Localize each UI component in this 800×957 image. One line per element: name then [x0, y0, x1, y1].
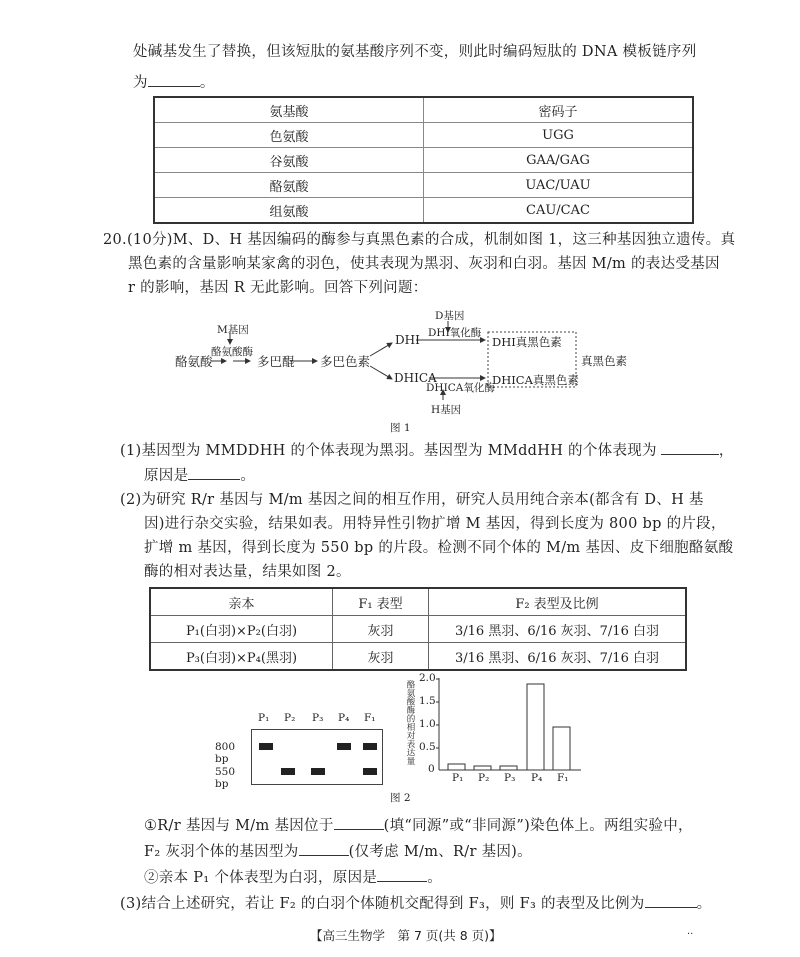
dopaquinone-label: 多巴醌	[257, 354, 295, 369]
band-p4-800	[337, 743, 351, 750]
x-tick: P₁	[452, 772, 464, 784]
intro-line-2-suffix: 。	[199, 75, 215, 91]
bar-p1	[448, 764, 465, 770]
answer-blank-chromosome[interactable]	[334, 815, 384, 830]
x-tick: P₃	[504, 772, 516, 784]
f1-cell: 灰羽	[333, 643, 429, 671]
sub2-line	[144, 867, 442, 888]
header-parents: 亲本	[150, 588, 333, 616]
parents-cell: P₁(白羽)×P₂(白羽)	[150, 616, 333, 643]
f2-cell: 3/16 黑羽、6/16 灰羽、7/16 白羽	[429, 616, 687, 643]
eumelanin-label: 真黑色素	[581, 354, 627, 368]
q1-line-2-suffix: 。	[240, 468, 256, 484]
answer-blank-genotype[interactable]	[299, 841, 349, 856]
gel-lane-label: P₁	[258, 712, 270, 724]
gel-lane-label: F₁	[364, 712, 376, 724]
y-axis-label: 酪氨酸酶的相对表达量	[405, 680, 415, 765]
band-f1-550	[363, 768, 377, 775]
x-tick: P₄	[531, 772, 543, 784]
parents-cell: P₃(白羽)×P₄(黑羽)	[150, 643, 333, 671]
gel-lane-label: P₂	[284, 712, 296, 724]
table-row	[150, 616, 686, 643]
figure-2-caption: 图 2	[390, 792, 411, 804]
answer-blank-p1-reason[interactable]	[377, 867, 427, 882]
codon-table-header	[154, 97, 693, 123]
sub1-line-1-suffix: (填“同源”或“非同源”)染色体上。两组实验中，	[383, 818, 693, 834]
amino-acid-cell: 酪氨酸	[154, 173, 424, 198]
y-tick: 1.0	[419, 718, 436, 730]
intro-line-2	[133, 72, 215, 93]
q1-line-2-prefix: 原因是	[144, 468, 189, 484]
h-gene-label: H基因	[431, 404, 462, 416]
bar-chart-plot	[435, 676, 585, 776]
q20-line-2: 黑色素的含量影响某家禽的羽色，使其表现为黑羽、灰羽和白羽。基因 M/m 的表达受基因	[128, 256, 720, 272]
band-p2-550	[281, 768, 295, 775]
table-row	[154, 198, 693, 224]
q3-prefix: (3)结合上述研究，若让 F₂ 的白羽个体随机交配得到 F₃，则 F₃ 的表型及比例为	[120, 896, 645, 912]
cross-table-header	[150, 588, 686, 616]
bar-p3	[500, 766, 517, 770]
amino-acid-cell: 色氨酸	[154, 123, 424, 148]
gel-lane-label: P₃	[312, 712, 324, 724]
y-tick: 0	[428, 763, 435, 775]
sub1-line-2	[144, 841, 532, 862]
q2-line-4: 酶的相对表达量，结果如图 2。	[144, 564, 351, 580]
band-p1-800	[259, 743, 273, 750]
x-tick: P₂	[478, 772, 490, 784]
bar-f1	[553, 727, 570, 770]
codon-cell: CAU/CAC	[424, 198, 694, 224]
sub2-prefix: ②亲本 P₁ 个体表型为白羽，原因是	[144, 870, 378, 886]
header-f2-phenotype-ratio: F₂ 表型及比例	[429, 588, 687, 616]
dhi-melanin-label: DHI真黑色素	[492, 335, 562, 349]
dhica-label: DHICA	[394, 371, 437, 385]
q2-line-2: 因)进行杂交实验，结果如表。用特异性引物扩增 M 基因，得到长度为 800 bp 的片段，	[144, 516, 726, 532]
q2-line-1: (2)为研究 R/r 基因与 M/m 基因之间的相互作用，研究人员用纯合亲本(都含有 D、H 基	[120, 492, 704, 508]
codon-cell: UAC/UAU	[424, 173, 694, 198]
codon-table	[153, 96, 694, 224]
f2-cell: 3/16 黑羽、6/16 灰羽、7/16 白羽	[429, 643, 687, 671]
table-row	[154, 123, 693, 148]
q3-suffix: 。	[696, 896, 712, 912]
sub1-line-1	[144, 815, 693, 836]
q1-line-1-suffix: ，	[718, 443, 734, 459]
q3-line	[120, 893, 711, 914]
table-row	[154, 148, 693, 173]
sub1-line-2-suffix: (仅考虑 M/m、R/r 基因)。	[348, 844, 532, 860]
y-tick: 1.5	[419, 695, 436, 707]
band-p3-550	[311, 768, 325, 775]
bar-p4	[527, 684, 544, 770]
q1-line-2	[144, 465, 255, 486]
intro-line-1: 处碱基发生了替换，但该短肽的氨基酸序列不变，则此时编码短肽的 DNA 模板链序列	[133, 44, 697, 60]
table-row	[154, 173, 693, 198]
d-gene-label: D基因	[435, 310, 465, 322]
y-tick: 2.0	[419, 672, 436, 684]
answer-blank-dna-sequence[interactable]	[148, 72, 200, 87]
q2-line-3: 扩增 m 基因，得到长度为 550 bp 的片段。检测不同个体的 M/m 基因、皮下细胞酪氨酸	[144, 540, 734, 556]
sub2-suffix: 。	[427, 870, 442, 886]
tyrosinase-label: 酪氨酸酶	[211, 346, 253, 358]
size-label-800: 800 bp	[215, 741, 236, 765]
figure-1-caption: 图 1	[390, 422, 411, 434]
cross-results-table	[149, 587, 687, 671]
dhi-label: DHI	[395, 333, 420, 347]
table-row	[150, 643, 686, 671]
q20-line-1: 20.(10分)M、D、H 基因编码的酶参与真黑色素的合成，机制如图 1，这三种基因独立遗传。真	[103, 232, 736, 248]
amino-acid-cell: 谷氨酸	[154, 148, 424, 173]
f1-cell: 灰羽	[333, 616, 429, 643]
bar-p2	[474, 766, 491, 770]
answer-blank-reason[interactable]	[188, 465, 240, 480]
band-f1-800	[363, 743, 377, 750]
size-label-550: 550 bp	[215, 766, 236, 790]
dhica-melanin-label: DHICA真黑色素	[492, 373, 579, 387]
tyrosine-label: 酪氨酸	[175, 354, 213, 369]
answer-blank-f3-ratio[interactable]	[645, 893, 697, 908]
footer-mark: ..	[687, 926, 694, 937]
sub1-line-2-prefix: F₂ 灰羽个体的基因型为	[144, 844, 299, 860]
q1-line-1-text: (1)基因型为 MMDDHH 的个体表现为黑羽。基因型为 MMddHH 的个体表现为	[120, 443, 657, 459]
header-amino-acid: 氨基酸	[154, 97, 424, 123]
answer-blank-phenotype[interactable]	[661, 440, 719, 455]
dopachrome-label: 多巴色素	[320, 354, 371, 369]
codon-cell: UGG	[424, 123, 694, 148]
y-tick: 0.5	[419, 741, 436, 753]
gel-box	[251, 729, 383, 785]
dhi-oxidase-label: DHI氧化酶	[428, 327, 482, 339]
sub1-line-1-prefix: ①R/r 基因与 M/m 基因位于	[144, 818, 334, 834]
intro-line-2-prefix: 为	[133, 75, 148, 91]
amino-acid-cell: 组氨酸	[154, 198, 424, 224]
page-footer: 【高三生物学 第 7 页(共 8 页)】	[310, 928, 502, 943]
x-tick: F₁	[557, 772, 569, 784]
q1-line-1	[120, 440, 734, 461]
q20-line-3: r 的影响，基因 R 无此影响。回答下列问题：	[128, 280, 428, 296]
header-f1-phenotype: F₁ 表型	[333, 588, 429, 616]
dhica-oxidase-label: DHICA氧化酶	[426, 382, 495, 394]
header-codon: 密码子	[424, 97, 694, 123]
m-gene-label: M基因	[217, 324, 249, 336]
gel-lane-label: P₄	[338, 712, 350, 724]
codon-cell: GAA/GAG	[424, 148, 694, 173]
